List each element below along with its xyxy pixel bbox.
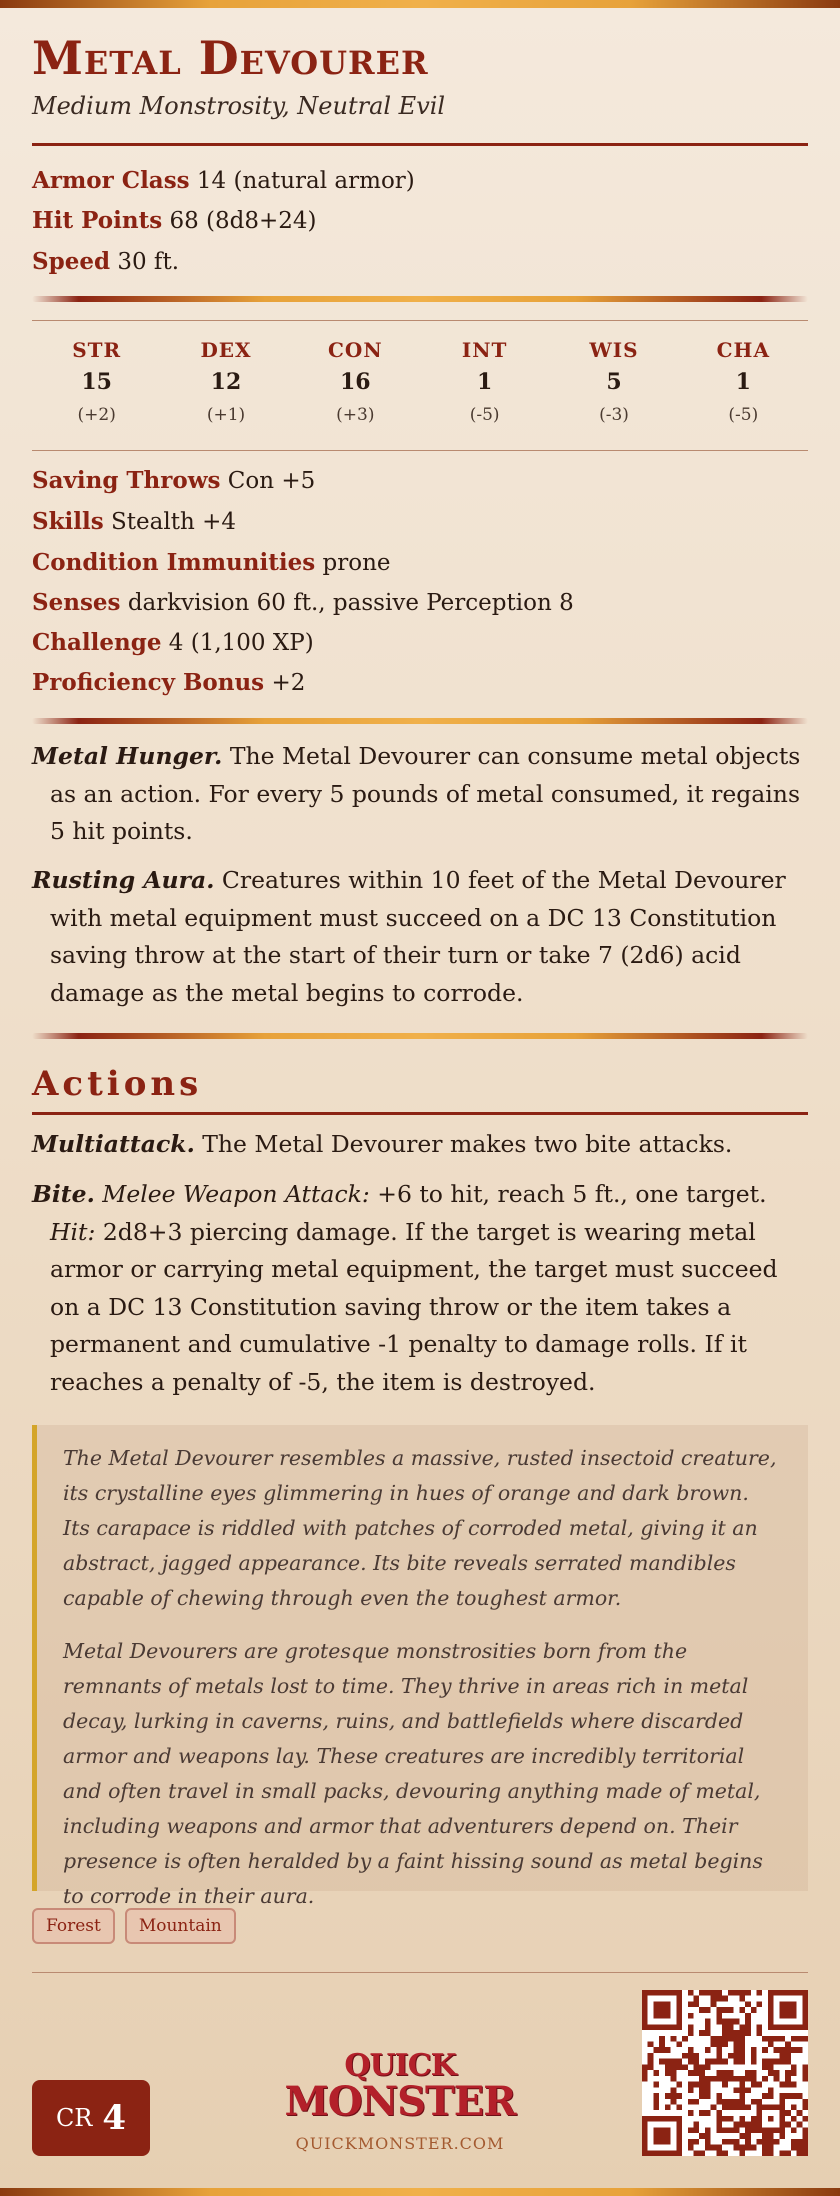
site-url[interactable]: QUICKMONSTER.COM: [295, 2134, 505, 2153]
tag-forest[interactable]: Forest: [32, 1908, 115, 1944]
condition-immunities: Condition Immunities prone: [32, 549, 391, 576]
tag-mountain[interactable]: Mountain: [125, 1908, 236, 1944]
ability-cha: CHA 1 (-5): [716, 338, 770, 425]
saving-throws: Saving Throws Con +5: [32, 467, 316, 494]
monster-name: Metal Devourer: [32, 31, 429, 85]
qr-code-icon[interactable]: [642, 1990, 808, 2156]
top-border: [0, 0, 840, 8]
trait-rusting-aura: Rusting Aura. Creatures within 10 feet of the Metal Devourer with metal equipment must succeed on a DC 13 Constitution saving throw at the start of their turn or take 7 (2d6) acid damage as the metal begins to corrode.: [32, 866, 786, 1007]
speed: Speed 30 ft.: [32, 248, 180, 275]
section-divider: [32, 718, 808, 724]
senses: Senses darkvision 60 ft., passive Perception 8: [32, 589, 574, 616]
ability-str: STR 15 (+2): [72, 338, 122, 425]
abilities-top-rule: [32, 320, 808, 321]
cr-label: CR: [55, 2104, 93, 2132]
abilities-bottom-rule: [32, 450, 808, 451]
skills: Skills Stealth +4: [32, 508, 236, 535]
ability-int: INT 1 (-5): [461, 338, 508, 425]
footer-rule: [32, 1972, 808, 1973]
ability-wis: WIS 5 (-3): [589, 338, 639, 425]
trait-metal-hunger: Metal Hunger. The Metal Devourer can consume metal objects as an action. For every 5 pounds of metal consumed, it regains 5 hit points.: [32, 742, 801, 845]
proficiency-bonus: Proficiency Bonus +2: [32, 669, 306, 696]
monster-type: Medium Monstrosity, Neutral Evil: [32, 92, 446, 120]
ability-con: CON 16 (+3): [328, 338, 383, 425]
lore-box: [32, 1425, 808, 1908]
cr-badge: [32, 2080, 150, 2156]
ability-scores: [32, 336, 808, 436]
quickmonster-logo[interactable]: QUICK MONSTER QUICKMONSTER.COM: [280, 2050, 520, 2160]
challenge: Challenge 4 (1,100 XP): [32, 629, 314, 656]
title-divider: [32, 143, 808, 146]
action-bite: Bite. Melee Weapon Attack: +6 to hit, reach 5 ft., one target. Hit: 2d8+3 piercing damage. If the target is wearing metal armor or carrying metal equipment, the target must succeed on a DC 13 Constitution saving throw or the item takes a permanent and cumulative -1 penalty to damage rolls. If it reaches a penalty of -5, the item is destroyed.: [32, 1180, 778, 1396]
action-multiattack: Multiattack. The Metal Devourer makes two bite attacks.: [32, 1130, 733, 1158]
section-divider: [32, 1033, 808, 1039]
ability-dex: DEX 12 (+1): [200, 338, 252, 425]
section-divider: [32, 296, 808, 302]
actions-divider: [32, 1112, 808, 1115]
hit-points: Hit Points 68 (8d8+24): [32, 207, 317, 234]
cr-value: 4: [102, 2098, 127, 2138]
lore-paragraph: The Metal Devourer resembles a massive, rusted insectoid creature, its crystalline eyes glimmering in hues of orange and dark brown. Its carapace is riddled with patches of corroded metal, giving it an abstract, jagged appearance. Its bite reveals serrated mandibles capable of chewing through even the toughest armor.: [63, 1446, 777, 1610]
environment-tags: [32, 1908, 236, 1944]
lore-paragraph: Metal Devourers are grotesque monstrosities born from the remnants of metals lost to time. They thrive in areas rich in metal decay, lurking in caverns, ruins, and battlefields where discarded armor and weapons lay. These creatures are incredibly territorial and often travel in small packs, devouring anything made of metal, including weapons and armor that adventurers depend on. Their presence is often heralded by a faint hissing sound as metal begins to corrode in their aura.: [63, 1639, 763, 1908]
armor-class: Armor Class 14 (natural armor): [32, 167, 415, 194]
bottom-border: [0, 2188, 840, 2196]
actions-heading: Actions: [32, 1064, 203, 1104]
